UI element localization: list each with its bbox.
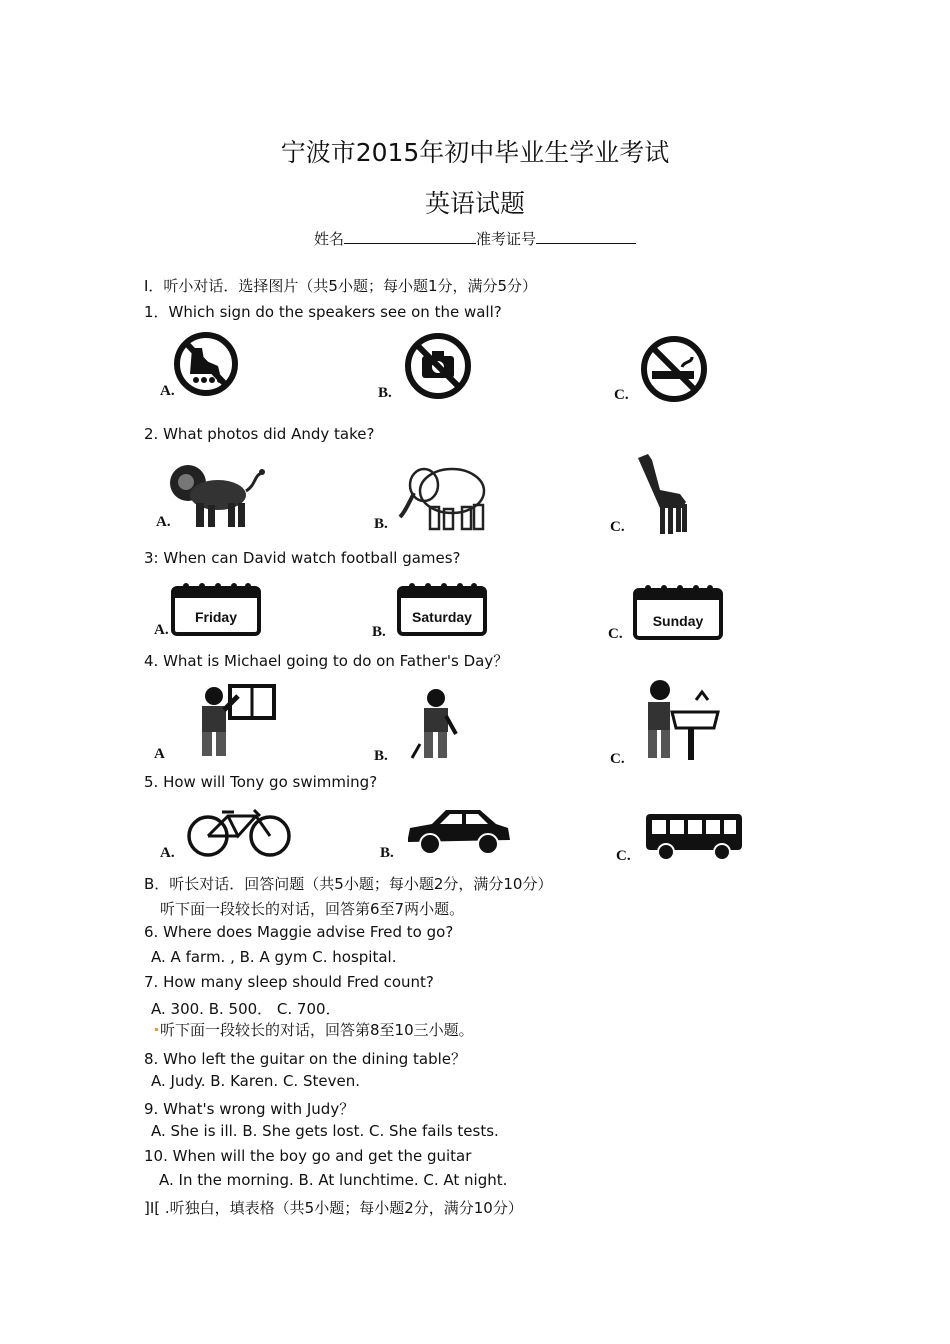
- q2-option-c-picture: [630, 450, 694, 536]
- q3-option-c-label: C.: [608, 626, 623, 642]
- q4-option-c-picture: [636, 678, 722, 764]
- q5-option-a-picture: [186, 806, 294, 858]
- calendar-day-sunday: Sunday: [652, 613, 704, 629]
- q4-option-b-picture: [406, 688, 462, 764]
- calendar-icon: [396, 580, 488, 636]
- exam-title: 宁波市2015年初中毕业生学业考试: [280, 138, 670, 167]
- question-2: 2. What photos did Andy take?: [144, 425, 375, 443]
- q4-option-c-label: C.: [610, 751, 625, 767]
- boy-cleaning-window-icon: [180, 682, 278, 762]
- q2-option-b-picture: [398, 459, 492, 531]
- bicycle-icon: [186, 806, 294, 858]
- section2-heading: B．听长对话．回答问题（共5小题；每小题2分，满分10分）: [144, 875, 553, 893]
- q5-option-a-label: A.: [160, 845, 175, 861]
- name-label: 姓名: [313, 230, 344, 248]
- q4-option-a-picture: [180, 682, 278, 762]
- q3-option-a-picture: [170, 580, 262, 636]
- q5-option-b-picture: [404, 806, 512, 858]
- question-9-options: A. She is ill. B. She gets lost. C. She fails tests.: [151, 1122, 499, 1140]
- q1-option-b-picture: [398, 326, 478, 406]
- giraffe-icon: [630, 450, 694, 536]
- q2-option-a-picture: [166, 455, 266, 533]
- q5-option-c-label: C.: [616, 848, 631, 864]
- q5-option-c-picture: [644, 812, 744, 862]
- id-blank[interactable]: [536, 229, 636, 244]
- question-8-options: A. Judy. B. Karen. C. Steven.: [151, 1072, 360, 1090]
- section2-intro-1: 听下面一段较长的对话，回答第6至7两小题。: [160, 900, 465, 918]
- calendar-day-saturday: Saturday: [412, 609, 472, 625]
- id-label: 准考证号: [476, 230, 537, 248]
- boy-washing-dishes-icon: [636, 678, 722, 764]
- question-1: 1．Which sign do the speakers see on the wall?: [144, 303, 502, 321]
- question-5: 5. How will Tony go swimming?: [144, 773, 378, 791]
- q5-option-b-label: B.: [380, 845, 394, 861]
- question-8: 8. Who left the guitar on the dining table？: [144, 1050, 467, 1068]
- q1-option-c-picture: [636, 331, 712, 407]
- q2-option-a-label: A.: [156, 514, 171, 530]
- no-photos-sign-icon: [398, 326, 478, 406]
- no-smoking-sign-icon: [636, 331, 712, 407]
- calendar-day-friday: Friday: [194, 609, 238, 625]
- question-7-options: A. 300. B. 500． C. 700．: [151, 1000, 341, 1018]
- q3-option-b-label: B.: [372, 624, 386, 640]
- question-3: 3: When can David watch football games?: [144, 549, 461, 567]
- q2-option-b-label: B.: [374, 516, 388, 532]
- question-4: 4. What is Michael going to do on Father's Day？: [144, 652, 509, 670]
- section3-heading: ]I[ .听独白，填表格（共5小题；每小题2分，满分10分）: [144, 1199, 523, 1217]
- q3-option-b-picture: [396, 580, 488, 636]
- q1-option-c-label: C.: [614, 387, 629, 403]
- q4-option-a-label: A: [154, 746, 165, 762]
- q1-option-a-label: A.: [160, 383, 175, 399]
- lion-icon: [166, 455, 266, 533]
- calendar-icon: [632, 582, 724, 640]
- boy-gardening-icon: [406, 688, 462, 764]
- question-7: 7. How many sleep should Fred count?: [144, 973, 434, 991]
- name-blank[interactable]: [344, 229, 476, 244]
- elephant-icon: [398, 459, 492, 531]
- question-10-options: A. In the morning. B. At lunchtime. C. At night.: [159, 1171, 508, 1189]
- section1-heading: I．听小对话．选择图片（共5小题；每小题1分，满分5分）: [144, 277, 538, 295]
- exam-subtitle: 英语试题: [424, 189, 525, 218]
- calendar-icon: [170, 580, 262, 636]
- q3-option-a-label: A.: [154, 622, 169, 638]
- q4-option-b-label: B.: [374, 748, 388, 764]
- question-10: 10. When will the boy go and get the guitar: [144, 1147, 472, 1165]
- question-6: 6. Where does Maggie advise Fred to go?: [144, 923, 454, 941]
- q2-option-c-label: C.: [610, 519, 625, 535]
- candidate-info-row: [0, 228, 950, 249]
- stray-mark: [155, 1028, 158, 1031]
- question-9: 9. What's wrong with Judy？: [144, 1100, 355, 1118]
- question-6-options: A. A farm. , B. A gym C. hospital.: [151, 948, 397, 966]
- section2-intro-2: 听下面一段较长的对话，回答第8至10三小题。: [160, 1021, 474, 1039]
- q1-option-b-label: B.: [378, 385, 392, 401]
- bus-icon: [644, 812, 744, 862]
- q3-option-c-picture: [632, 582, 724, 640]
- car-icon: [404, 806, 512, 858]
